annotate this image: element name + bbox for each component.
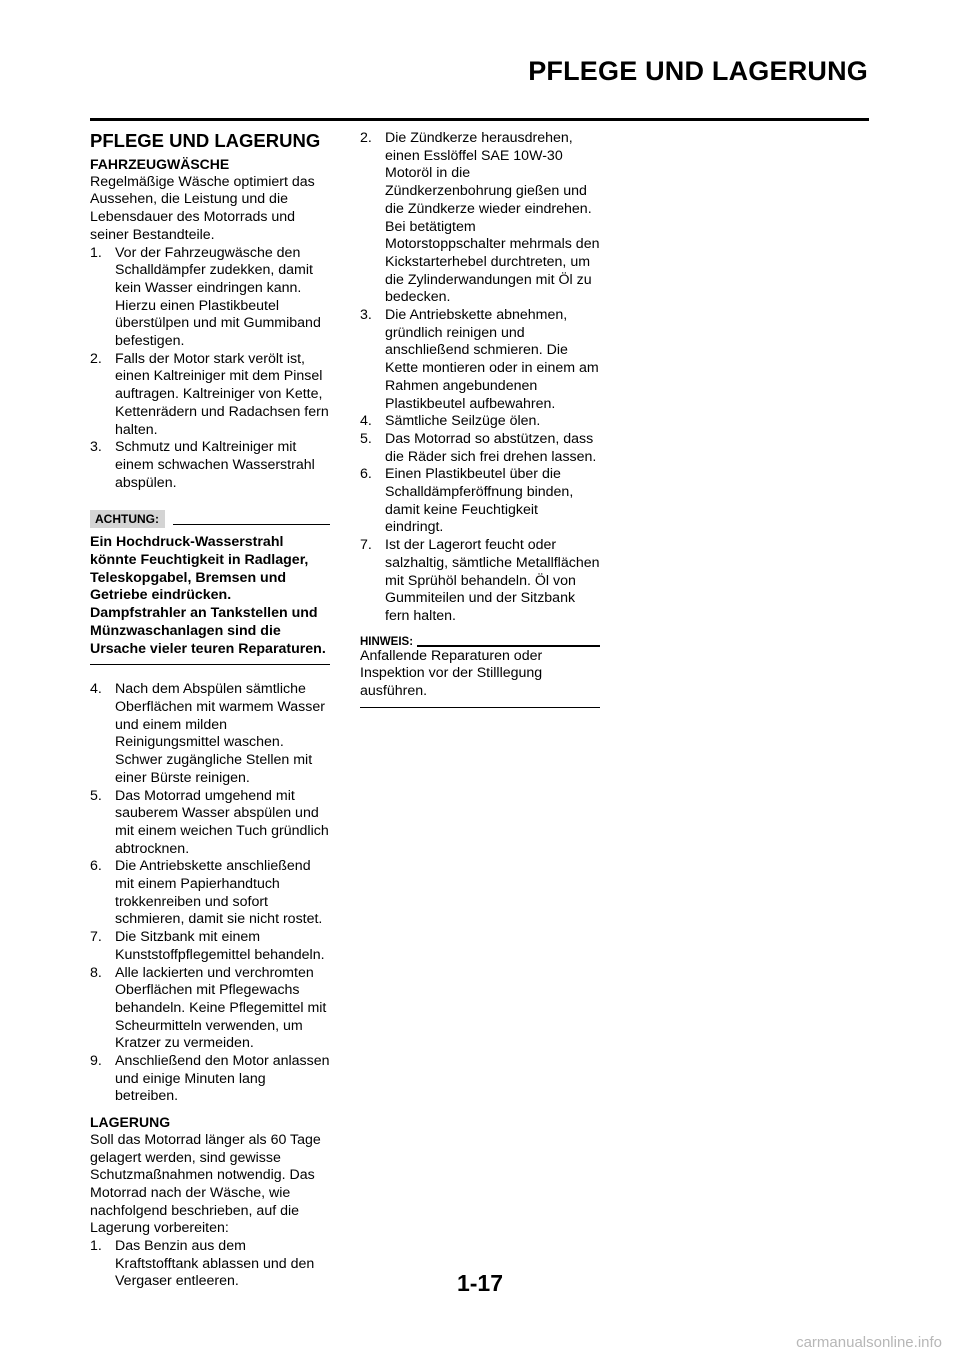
list-item-number: 3.: [360, 307, 372, 324]
list-item-number: 7.: [90, 929, 102, 946]
page-number: 1-17: [456, 1270, 504, 1296]
list-item-text: Alle lackierten und verchromten Oberflächen mit Pflegewachs behandeln. Keine Pflegemittel mit Scheurmitteln verwenden, um Kratzer zu vermeiden.: [115, 964, 327, 1052]
list-item: [360, 466, 600, 537]
note-rule: [417, 645, 600, 647]
list-item-text: Die Sitzbank mit einem Kunststoffpflegemittel behandeln.: [115, 929, 325, 963]
list-item: [90, 1053, 330, 1106]
header-rule: [90, 118, 869, 121]
list-item-number: 9.: [90, 1053, 102, 1070]
list-item-text: Falls der Motor stark verölt ist, einen Kaltreiniger mit dem Pinsel auftragen. Kaltreiniger von Kette, Kettenrädern und Radachsen fern halten.: [115, 350, 329, 438]
caution-label: ACHTUNG:: [90, 510, 165, 528]
list-item: [90, 681, 330, 787]
storage-heading: LAGERUNG: [90, 1114, 171, 1131]
list-item-text: Vor der Fahrzeugwäsche den Schalldämpfer zudekken, damit kein Wasser eindringen kann. Hierzu einen Plastikbeutel überstülpen und mit Gummiband befestigen.: [115, 244, 321, 350]
list-item-text: Einen Plastikbeutel über die Schalldämpferöffnung binden, damit keine Feuchtigkeit eindringt.: [385, 466, 574, 536]
caution-text: Ein Hochdruck-Wasserstrahl könnte Feuchtigkeit in Radlager, Teleskopgabel, Bremsen und Getriebe eindrücken. Dampfstrahler an Tankstellen und Münzwaschanlagen sind die Ursache vieler teuren Reparaturen.: [90, 534, 330, 665]
list-item-text: Das Motorrad so abstützen, dass die Räder sich frei drehen lassen.: [385, 430, 597, 465]
washing-heading: FAHRZEUGWÄSCHE: [90, 156, 230, 172]
list-item-text: Das Benzin aus dem Kraftstofftank ablassen und den Vergaser entleeren.: [115, 1238, 315, 1290]
list-item-number: 8.: [90, 964, 102, 981]
list-item-text: Ist der Lagerort feucht oder salzhaltig, sämtliche Metallflächen mit Sprühöl behandeln. Öl von Gummiteilen und der Sitzbank fern halten.: [385, 537, 600, 624]
list-item-text: Nach dem Abspülen sämtliche Oberflächen mit warmem Wasser und einem milden Reinigungsmittel waschen. Schwer zugängliche Stellen mit einer Bürste reinigen.: [115, 681, 325, 786]
list-item-text: Sämtliche Seilzüge ölen.: [385, 413, 541, 430]
list-item-number: 6.: [360, 466, 372, 483]
list-item-text: Anschließend den Motor anlassen und einige Minuten lang betreiben.: [115, 1053, 330, 1105]
list-item-text: Die Antriebskette abnehmen, gründlich reinigen und anschließend schmieren. Die Kette montieren oder in einem am Rahmen angebundenen Plastikbeutel aufbewahren.: [385, 307, 599, 412]
list-item-number: 6.: [90, 858, 102, 875]
note-text: Anfallende Reparaturen oder Inspektion vor der Stilllegung ausführen.: [360, 647, 543, 700]
page-header-title: PFLEGE UND LAGERUNG: [528, 56, 868, 86]
list-item: [90, 858, 330, 929]
list-item-number: 1.: [90, 244, 102, 261]
list-item: [360, 307, 600, 413]
section-title: PFLEGE UND LAGERUNG: [90, 130, 321, 151]
list-item-text: Die Zündkerze herausdrehen, einen Esslöffel SAE 10W-30 Motoröl in die Zündkerzenbohrung gießen und die Zündkerze wieder eindrehen. Bei betätigtem Motorstoppschalter mehrmals den Kickstarterhebel durchtreten, um die Zylinderwandungen mit Öl zu bedecken.: [385, 130, 600, 306]
caution-header: [90, 510, 330, 528]
list-item-text: Das Motorrad umgehend mit sauberem Wasser abspülen und mit einem weichen Tuch gründlich abtrocknen.: [115, 787, 329, 857]
list-item: [90, 788, 330, 859]
list-item: [360, 413, 600, 431]
list-item: [360, 537, 600, 626]
list-item: [90, 439, 330, 492]
list-item: [90, 245, 330, 351]
washing-steps-list-continued: [90, 681, 330, 1106]
storage-steps-list-continued: [360, 130, 600, 626]
washing-steps-list: [90, 245, 330, 493]
list-item: [90, 965, 330, 1054]
storage-intro: Soll das Motorrad länger als 60 Tage gelagert werden, sind gewisse Schutzmaßnahmen notwendig. Das Motorrad nach der Wäsche, wie nachfolgend beschrieben, auf die Lagerung vorbereiten:: [90, 1131, 321, 1237]
list-item: [360, 431, 600, 466]
list-item-number: 7.: [360, 537, 372, 554]
list-item-number: 4.: [90, 681, 102, 698]
list-item-number: 2.: [360, 130, 372, 146]
list-item-number: 4.: [360, 413, 372, 430]
list-item-number: 2.: [90, 350, 102, 367]
list-item-number: 5.: [90, 787, 102, 804]
list-item-number: 3.: [90, 439, 102, 456]
left-column: [90, 130, 330, 1291]
list-item: [360, 130, 600, 307]
list-item-number: 1.: [90, 1238, 102, 1255]
note-box: [360, 636, 600, 708]
list-item-text: Die Antriebskette anschließend mit einem Papierhandtuch trokkenreiben und sofort schmieren, damit sie nicht rostet.: [115, 858, 323, 928]
right-column: [360, 130, 600, 708]
caution-box: [90, 510, 330, 665]
watermark: carmanualsonline.info: [796, 1334, 942, 1351]
list-item: [90, 929, 330, 964]
list-item-text: Schmutz und Kaltreiniger mit einem schwachen Wasserstrahl abspülen.: [115, 439, 315, 491]
note-label: HINWEIS:: [360, 635, 414, 648]
note-header: [360, 636, 600, 648]
list-item: [90, 351, 330, 440]
washing-intro: Regelmäßige Wäsche optimiert das Aussehen, die Leistung und die Lebensdauer des Motorrads und seiner Bestandteile.: [90, 173, 315, 243]
caution-rule: [173, 524, 330, 526]
list-item-number: 5.: [360, 430, 372, 447]
